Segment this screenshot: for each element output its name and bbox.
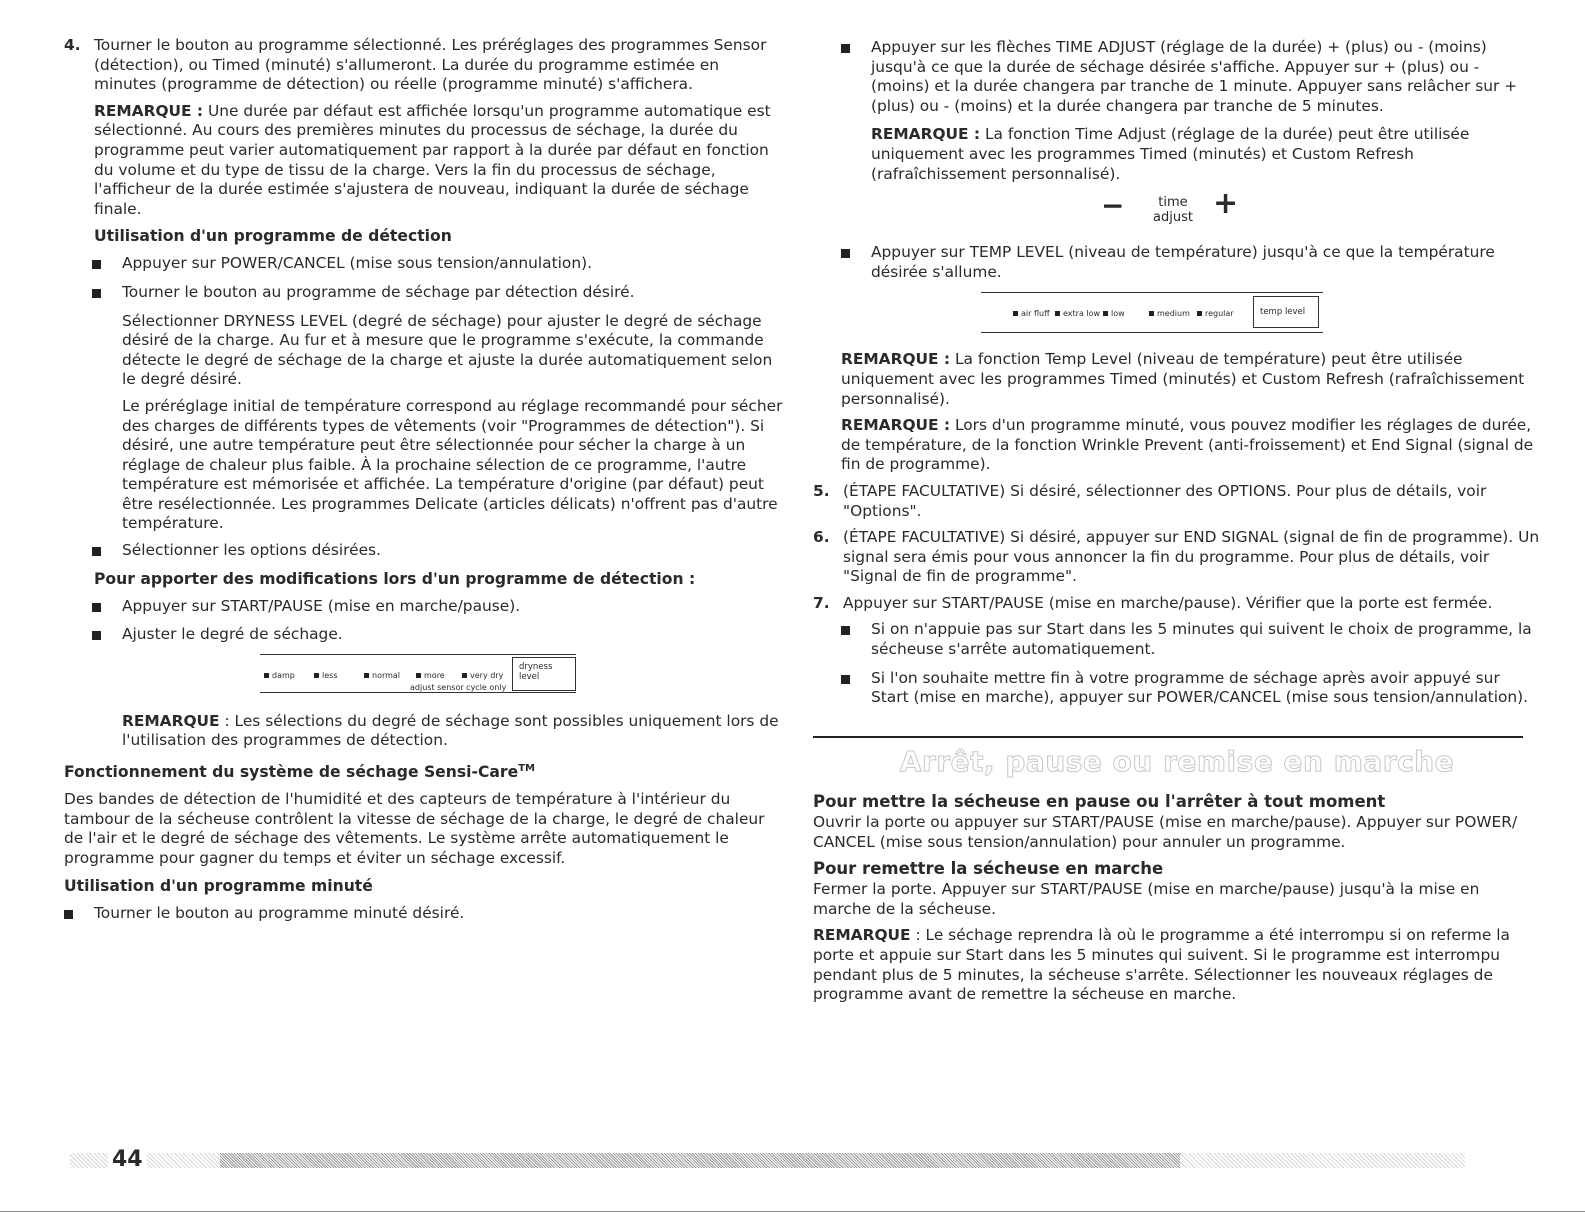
dryness-level-button[interactable] xyxy=(512,657,576,691)
bullet-icon xyxy=(92,631,101,640)
bullet-icon xyxy=(92,260,101,269)
dryness-option-very-dry: very dry xyxy=(462,666,503,686)
panel-line-top xyxy=(981,292,1323,293)
remark-label: REMARQUE : xyxy=(841,416,951,435)
time-plus-button[interactable]: + xyxy=(1213,186,1239,222)
list-item xyxy=(64,625,786,645)
remark xyxy=(64,712,786,751)
temp-option-extra-low: extra low xyxy=(1055,304,1100,324)
bullet-icon xyxy=(92,603,101,612)
section-body xyxy=(813,788,1533,1012)
dryness-subtext: adjust sensor cycle only xyxy=(410,682,507,692)
step-7 xyxy=(813,594,1541,614)
paragraph-temperature: Le préréglage initial de température correspond au réglage recommandé pour sécher des charges de différents types de vêtements (voir "Programmes de détection"). Si désiré, une autre température peut être sélectionnée pour sécher la charge à un réglage de chaleur plus faible. À la prochaine sélection de ce programme, l'autre température est mémorisée et affichée. La température d'origine (par défaut) peut être resélectionnée. Les programmes Delicate (articles délicats) n'offrent pas d'autre température. xyxy=(122,396,783,533)
step-4 xyxy=(64,36,786,95)
step-number: 7. xyxy=(813,593,830,612)
remark-text: La fonction Time Adjust (réglage de la durée) peut être utilisée uniquement avec les programmes Timed (minutés) et Custom Refresh (rafraîchissement personnalisé). xyxy=(871,125,1470,183)
footer-bar xyxy=(70,1153,1465,1168)
heading-timed-program: Utilisation d'un programme minuté xyxy=(64,876,373,895)
bullet-icon xyxy=(841,44,850,53)
bullet-icon xyxy=(64,910,73,919)
panel-line-bottom xyxy=(981,332,1323,333)
bullet-icon xyxy=(841,626,850,635)
dryness-option-normal: normal xyxy=(364,666,400,686)
step-number: 4. xyxy=(64,36,81,54)
remark-label: REMARQUE : xyxy=(841,350,951,369)
list-item-text: Appuyer sur START/PAUSE (mise en marche/pause). xyxy=(122,596,521,615)
heading-text: Fonctionnement du système de séchage Sensi-Care xyxy=(64,763,519,782)
remark xyxy=(64,102,786,220)
temp-level-button[interactable]: temp level xyxy=(1253,296,1319,328)
bullet-icon xyxy=(841,675,850,684)
remark xyxy=(813,350,1541,409)
left-column xyxy=(64,36,786,932)
paragraph-pause: Ouvrir la porte ou appuyer sur START/PAUSE (mise en marche/pause). Appuyer sur POWER/ CANCEL (mise sous tension/annulation) pour annuler un programme. xyxy=(813,813,1518,851)
step-text: (ÉTAPE FACULTATIVE) Si désiré, appuyer sur END SIGNAL (signal de fin de programme). Un signal sera émis pour vous annoncer la fin du programme. Pour plus de détails, voir "Signal de fin de programme". xyxy=(843,528,1540,586)
temp-option-air-fluff: air fluff xyxy=(1013,304,1050,324)
heading-sensi-care xyxy=(64,759,786,782)
bottom-rule xyxy=(0,1211,1585,1212)
list-item-text: Appuyer sur TEMP LEVEL (niveau de température) jusqu'à ce que la température désirée s'allume. xyxy=(871,243,1495,281)
paragraph-dryness: Sélectionner DRYNESS LEVEL (degré de séchage) pour ajuster le degré de séchage désiré de la charge. Au fur et à mesure que le programme s'exécute, la commande détecte le degré de séchage de la charge et ajuste la durée automatiquement selon le degré désiré. xyxy=(122,311,773,389)
list-item-text: Si l'on souhaite mettre fin à votre programme de séchage après avoir appuyé sur Start (mise en marche), appuyer sur POWER/CANCEL (mise sous tension/annulation). xyxy=(871,668,1529,707)
remark xyxy=(813,125,1541,184)
list-item xyxy=(64,597,786,617)
page-number: 44 xyxy=(108,1149,147,1171)
list-item xyxy=(64,254,786,274)
temp-level-panel xyxy=(813,292,1541,336)
section-title: Arrêt, pause ou remise en marche xyxy=(899,745,1455,778)
list-item-text: Sélectionner les options désirées. xyxy=(122,541,381,560)
step-text: Appuyer sur START/PAUSE (mise en marche/pause). Vérifier que la porte est fermée. xyxy=(843,593,1493,612)
list-item-text: Appuyer sur POWER/CANCEL (mise sous tension/annulation). xyxy=(122,254,592,273)
temp-option-regular: regular xyxy=(1197,304,1234,324)
remark-label: REMARQUE xyxy=(813,926,911,945)
list-item xyxy=(813,38,1541,116)
heading-restart: Pour remettre la sécheuse en marche xyxy=(813,859,1164,879)
list-item-text: Tourner le bouton au programme de séchage par détection désiré. xyxy=(122,282,635,301)
heading-modifications: Pour apporter des modifications lors d'un programme de détection : xyxy=(94,569,696,588)
bullet-icon xyxy=(92,289,101,298)
dryness-option-more: more xyxy=(416,666,445,686)
remark-text: La fonction Temp Level (niveau de température) peut être utilisée uniquement avec les programmes Timed (minutés) et Custom Refresh (rafraîchissement personnalisé). xyxy=(841,350,1525,408)
paragraph-sensi-care: Des bandes de détection de l'humidité et des capteurs de température à l'intérieur du tambour de la sécheuse contrôlent la vitesse de séchage de la charge, le degré de chaleur de l'air et le degré de séchage des vêtements. Le système arrête automatiquement le programme pour gagner du temps et éviter un séchage excessif. xyxy=(64,790,765,867)
list-item xyxy=(64,541,786,561)
step-text: (ÉTAPE FACULTATIVE) Si désiré, sélectionner des OPTIONS. Pour plus de détails, voir "Options". xyxy=(843,481,1487,520)
remark-text: Lors d'un programme minuté, vous pouvez modifier les réglages de durée, de température, de la fonction Wrinkle Prevent (anti-froissement) et End Signal (signal de fin de programme). xyxy=(841,416,1534,474)
list-item-text: Appuyer sur les flèches TIME ADJUST (réglage de la durée) + (plus) ou - (moins) jusqu'à ce que la durée de séchage désirée s'affiche. Appuyer sur + (plus) ou - (moins) et la durée changera par tranche de 1 minute. Appuyer sans relâcher sur + (plus) ou - (moins) et la durée changera par tranche de 5 minutes. xyxy=(871,38,1518,115)
remark xyxy=(813,416,1541,475)
button-label-line2: level xyxy=(519,671,540,682)
dryness-option-less: less xyxy=(314,666,337,686)
remark-text: : Le séchage reprendra là où le programme a été interrompu si on referme la porte et appuie sur Start dans les 5 minutes qui suivent. Si le programme est interrompu pendant plus de 5 minutes, la sécheuse s'arrête. Sélectionner les nouveaux réglages de programme avant de remettre la sécheuse en marche. xyxy=(813,926,1510,1004)
button-label-line1: dryness xyxy=(519,661,553,672)
footer-bar-dark xyxy=(220,1153,1180,1168)
bullet-icon xyxy=(841,249,850,258)
section-divider xyxy=(813,736,1523,738)
step-text: Tourner le bouton au programme sélectionné. Les préréglages des programmes Sensor (détection), ou Timed (minuté) s'allumeront. La durée du programme estimée en minutes (programme de détection) ou réelle (programme minuté) s'affichera. xyxy=(94,36,767,94)
remark-label: REMARQUE xyxy=(122,711,220,730)
list-item-text: Ajuster le degré de séchage. xyxy=(122,625,343,644)
remark-text: Une durée par défaut est affichée lorsqu'un programme automatique est sélectionné. Au cours des premières minutes du processus de séchage, la durée du programme peut varier automatiquement par rapport à la durée par défaut en fonction du volume et du type de tissu de la charge. Vers la fin du processus de séchage, l'afficheur de la durée estimée s'ajustera de nouveau, indiquant la durée de séchage finale. xyxy=(94,101,771,218)
panel-line-top xyxy=(260,654,576,655)
remark-label: REMARQUE : xyxy=(871,125,981,144)
heading-sensor-program: Utilisation d'un programme de détection xyxy=(94,227,452,246)
time-minus-button[interactable]: − xyxy=(1101,189,1125,223)
dryness-option-damp: damp xyxy=(264,666,295,686)
dryness-level-panel xyxy=(64,654,786,694)
remark-text: : Les sélections du degré de séchage sont possibles uniquement lors de l'utilisation des programmes de détection. xyxy=(122,711,779,750)
list-item xyxy=(64,283,786,303)
trademark: TM xyxy=(518,763,535,775)
step-number: 6. xyxy=(813,528,830,547)
time-adjust-control xyxy=(813,186,1541,233)
right-column xyxy=(813,38,1541,717)
step-number: 5. xyxy=(813,481,830,500)
heading-pause: Pour mettre la sécheuse en pause ou l'arrêter à tout moment xyxy=(813,792,1386,811)
paragraph-restart: Fermer la porte. Appuyer sur START/PAUSE (mise en marche/pause) jusqu'à la mise en marche de la sécheuse. xyxy=(813,880,1480,918)
label-line2: adjust xyxy=(1153,210,1193,226)
time-adjust-label xyxy=(1153,195,1193,225)
list-item xyxy=(813,243,1541,282)
step-5 xyxy=(813,482,1541,521)
list-item-text: Si on n'appuie pas sur Start dans les 5 minutes qui suivent le choix de programme, la sécheuse s'arrête automatiquement. xyxy=(871,620,1532,659)
remark xyxy=(813,926,1533,1004)
list-item-text: Tourner le bouton au programme minuté désiré. xyxy=(94,903,465,922)
list-item xyxy=(813,669,1541,708)
list-item xyxy=(813,620,1541,659)
label-line1: time xyxy=(1158,195,1188,211)
bullet-icon xyxy=(92,547,101,556)
list-item xyxy=(64,904,786,924)
remark-label: REMARQUE : xyxy=(94,101,204,120)
step-6 xyxy=(813,528,1541,587)
temp-option-medium: medium xyxy=(1149,304,1190,324)
temp-option-low: low xyxy=(1103,304,1125,324)
